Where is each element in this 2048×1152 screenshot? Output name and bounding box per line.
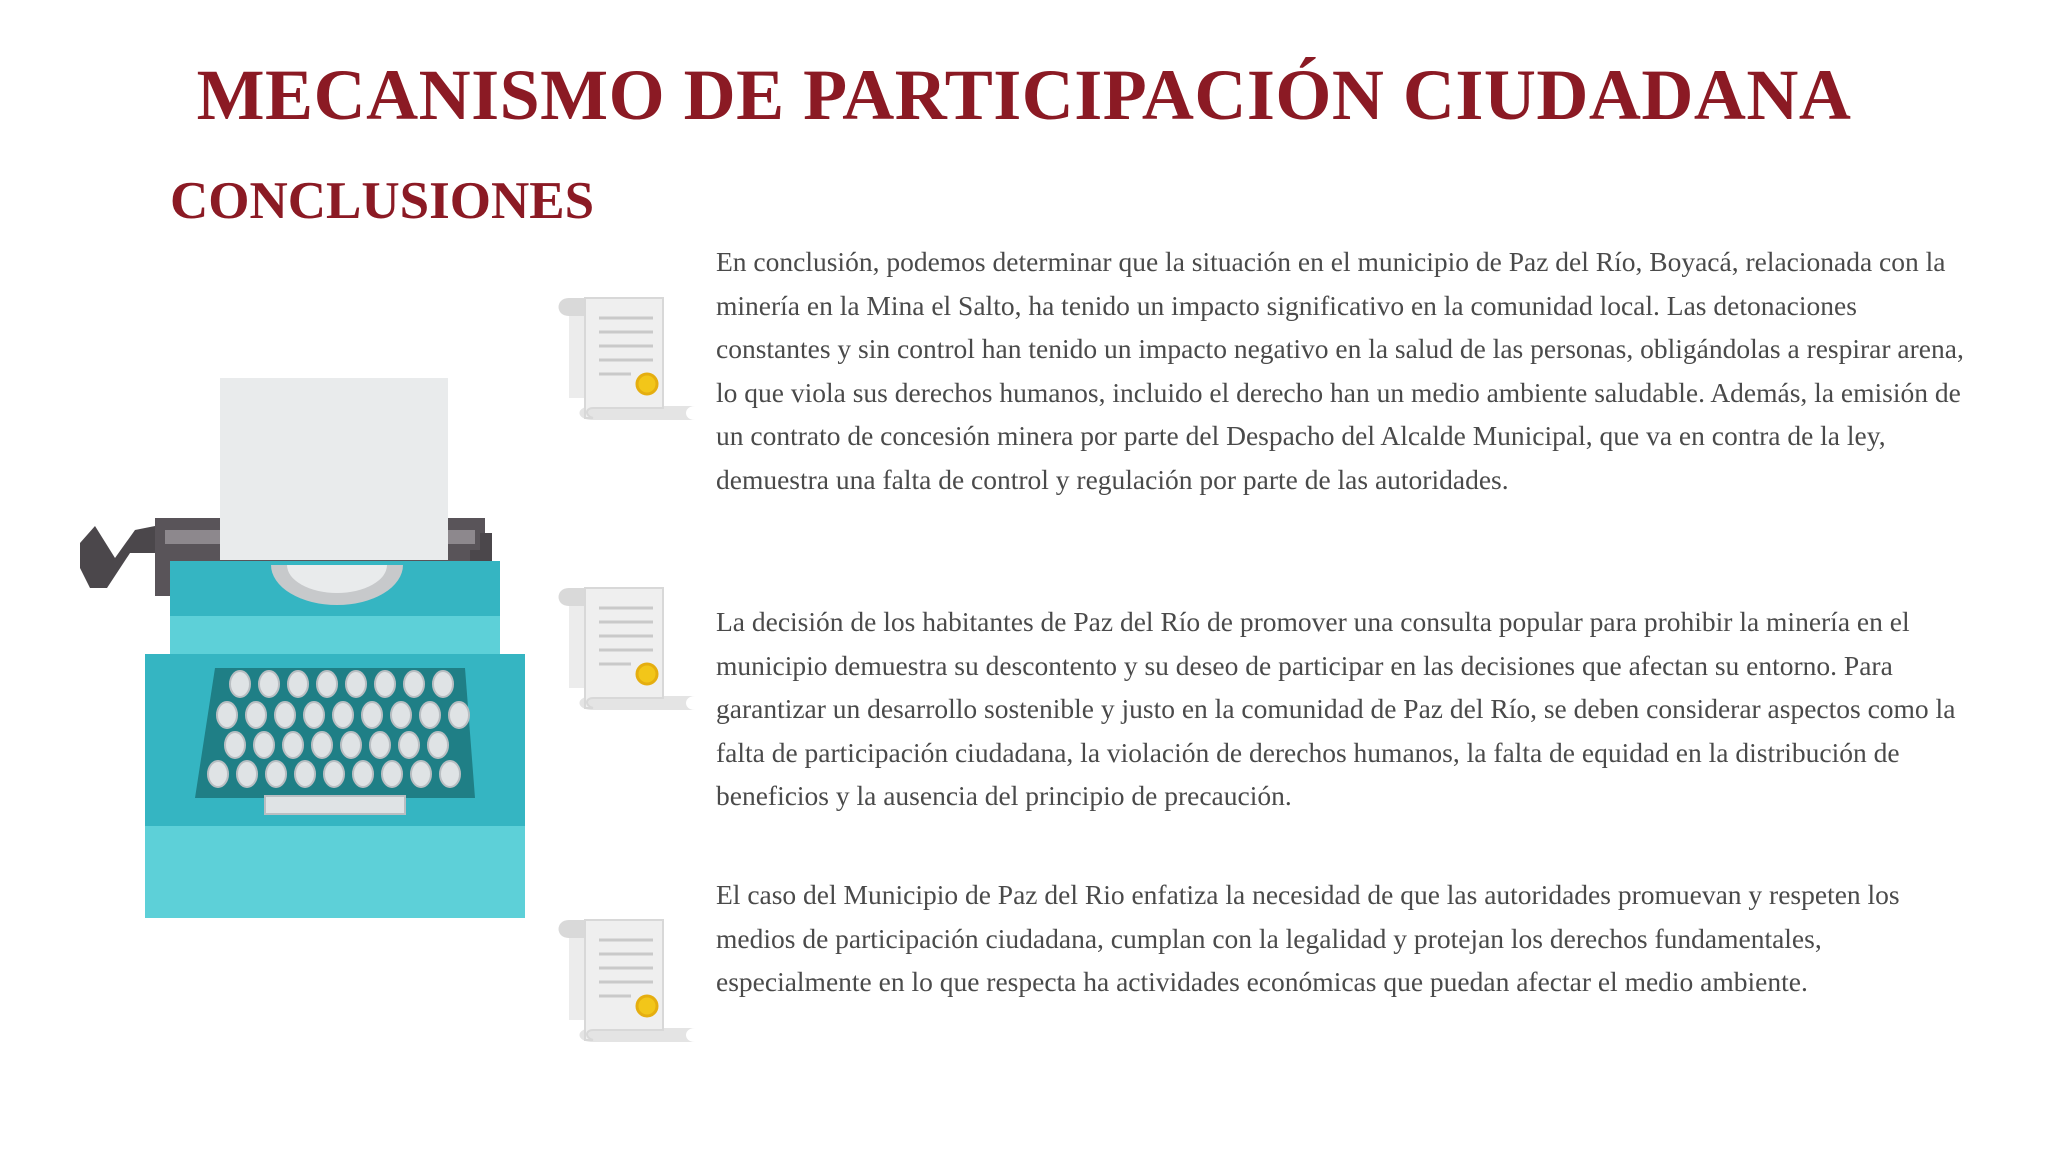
document-scroll-icon [555, 288, 695, 428]
typewriter-illustration [75, 378, 545, 918]
document-scroll-icon [555, 910, 695, 1050]
conclusion-paragraph: El caso del Municipio de Paz del Rio enfatiza la necesidad de que las autoridades promuevan y respeten los medios de participación ciudadana, cumplan con la legalidad y protejan los derechos fundamentales, especialmente en lo que respecta ha actividades económicas que puedan afectar el medio ambiente. [716, 879, 1900, 998]
section-title: CONCLUSIONES [170, 172, 595, 230]
conclusion-paragraph: En conclusión, podemos determinar que la situación en el municipio de Paz del Río, Boyacá, relacionada con la minería en la Mina el Salto, ha tenido un impacto significativo en la comunidad local. Las detonaciones constantes y sin control han tenido un impacto negativo en la salud de las personas, obligándolas a respirar arena, lo que viola sus derechos humanos, incluido el derecho han un medio ambiente saludable. Además, la emisión de un contrato de concesión minera por parte del Despacho del Alcalde Municipal, que va en contra de la ley, demuestra una falta de control y regulación por parte de las autoridades. [716, 246, 1964, 495]
conclusion-paragraph: La decisión de los habitantes de Paz del Río de promover una consulta popular para prohibir la minería en el municipio demuestra su descontento y su deseo de participar en las decisiones que afectan su entorno. Para garantizar un desarrollo sostenible y justo en la comunidad de Paz del Río, se deben considerar aspectos como la falta de participación ciudadana, la violación de derechos humanos, la falta de equidad en la distribución de beneficios y la ausencia del principio de precaución. [716, 606, 1956, 812]
document-scroll-icon [555, 578, 695, 718]
slide-title: MECANISMO DE PARTICIPACIÓN CIUDADANA [196, 55, 1852, 135]
